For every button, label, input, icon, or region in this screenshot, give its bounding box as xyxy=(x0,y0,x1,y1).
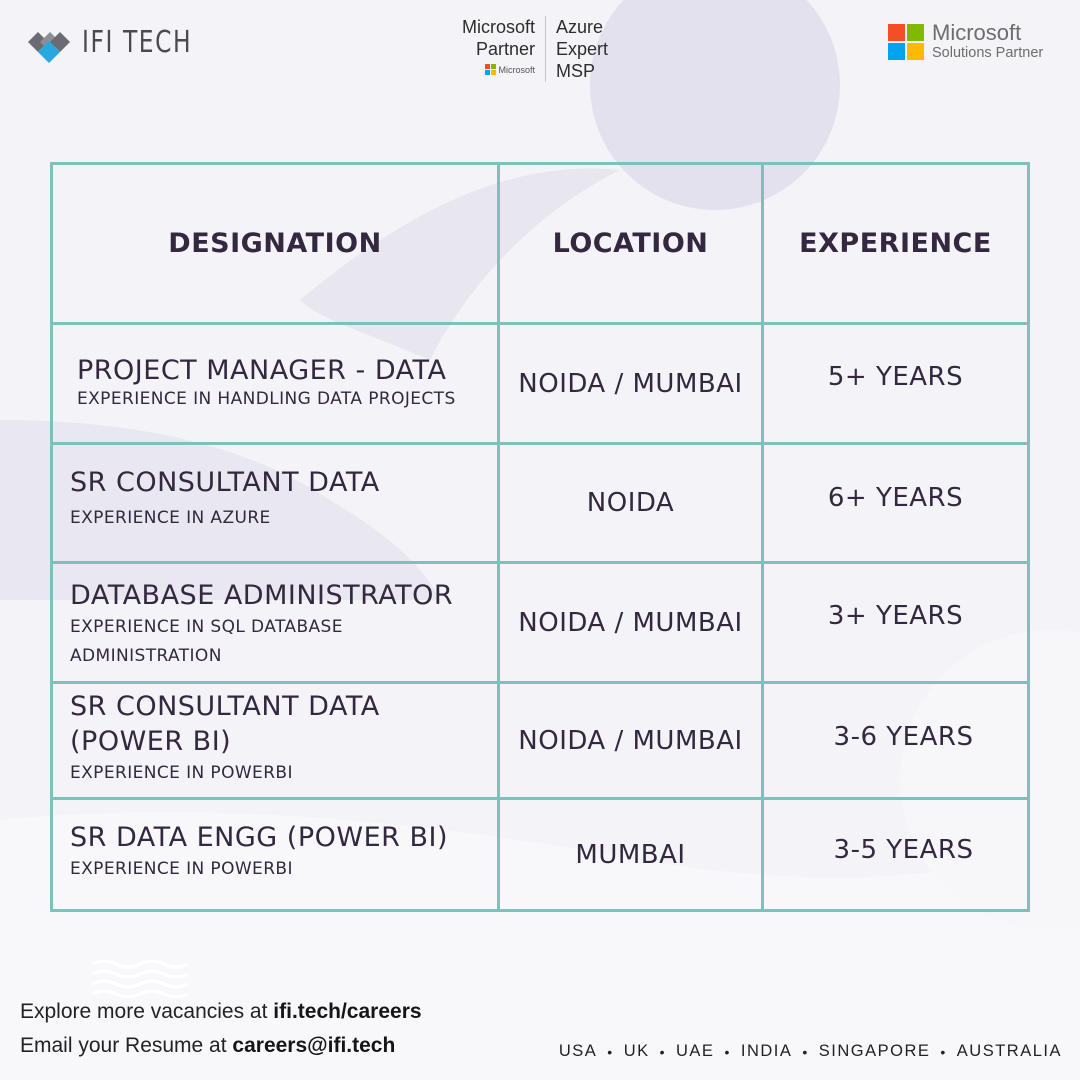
careers-link[interactable]: ifi.tech/careers xyxy=(273,1000,422,1023)
azure-line-1: Azure xyxy=(556,17,604,37)
waves-decoration-icon xyxy=(90,958,190,998)
separator-dot: • xyxy=(940,1043,947,1060)
country-australia: AUSTRALIA xyxy=(956,1042,1062,1060)
header-designation: DESIGNATION xyxy=(168,228,382,259)
job-experience: 3+ YEARS xyxy=(827,600,964,631)
table-row xyxy=(53,684,1027,800)
explore-text: Explore more vacancies at xyxy=(20,1000,274,1023)
country-uk: UK xyxy=(623,1042,650,1060)
partner-line-1: Microsoft xyxy=(462,17,536,37)
job-location: NOIDA / MUMBAI xyxy=(518,725,743,756)
job-experience: 3-5 YEARS xyxy=(833,834,974,865)
separator-dot: • xyxy=(724,1043,731,1060)
separator-dot: • xyxy=(607,1043,614,1060)
microsoft-logo-icon xyxy=(888,24,924,60)
job-title: SR DATA ENGG (POWER BI) xyxy=(70,822,448,853)
partner-small-label: Microsoft xyxy=(498,64,536,75)
microsoft-solutions-partner-badge xyxy=(888,22,1043,62)
country-uae: UAE xyxy=(676,1042,715,1060)
job-location: NOIDA xyxy=(586,488,675,518)
header-location: LOCATION xyxy=(552,228,709,259)
table-row xyxy=(53,800,1027,909)
table-header-row xyxy=(53,165,1027,325)
job-title-line-1: SR CONSULTANT DATA xyxy=(70,691,380,722)
job-location: MUMBAI xyxy=(575,839,686,870)
job-note-line-1: EXPERIENCE IN SQL DATABASE xyxy=(70,617,343,637)
azure-line-3: MSP xyxy=(556,61,596,81)
azure-line-2: Expert xyxy=(556,39,609,59)
job-note: EXPERIENCE IN AZURE xyxy=(70,508,271,528)
separator-dot: • xyxy=(802,1043,809,1060)
country-singapore: SINGAPORE xyxy=(818,1042,931,1060)
job-note: EXPERIENCE IN POWERBI xyxy=(70,859,293,879)
country-usa: USA xyxy=(558,1042,598,1060)
solutions-line-1: Microsoft xyxy=(932,20,1022,45)
microsoft-mini-logo-icon xyxy=(485,64,496,75)
country-india: INDIA xyxy=(740,1042,793,1060)
solutions-line-2: Solutions Partner xyxy=(932,45,1044,61)
email-resume-line xyxy=(20,1034,395,1058)
job-note: EXPERIENCE IN HANDLING DATA PROJECTS xyxy=(77,389,456,409)
job-experience: 6+ YEARS xyxy=(827,483,964,513)
job-experience: 3-6 YEARS xyxy=(833,721,974,752)
job-note: EXPERIENCE IN POWERBI xyxy=(70,763,293,783)
brand-logo xyxy=(22,20,223,64)
table-row xyxy=(53,445,1027,564)
job-location: NOIDA / MUMBAI xyxy=(518,368,743,399)
job-title: PROJECT MANAGER - DATA xyxy=(77,355,447,386)
brand-name: IFI TECH xyxy=(82,24,193,60)
job-title: DATABASE ADMINISTRATOR xyxy=(70,580,454,611)
table-row xyxy=(53,325,1027,445)
partner-line-2: Partner xyxy=(475,39,536,59)
job-title: SR CONSULTANT DATA xyxy=(70,467,380,498)
table-row xyxy=(53,564,1027,684)
job-experience: 5+ YEARS xyxy=(827,361,964,392)
job-location: NOIDA / MUMBAI xyxy=(518,607,743,638)
explore-vacancies-line xyxy=(20,1000,422,1024)
ifi-tech-diamond-icon xyxy=(22,20,76,64)
jobs-table xyxy=(50,162,1030,912)
header-experience: EXPERIENCE xyxy=(799,228,992,259)
careers-email-link[interactable]: careers@ifi.tech xyxy=(232,1034,396,1057)
email-text: Email your Resume at xyxy=(20,1034,233,1057)
microsoft-partner-badge xyxy=(462,16,608,82)
separator-dot: • xyxy=(659,1043,667,1060)
country-list xyxy=(559,1042,1062,1061)
job-note-line-2: ADMINISTRATION xyxy=(70,646,222,666)
job-title-line-2: (POWER BI) xyxy=(70,726,232,757)
